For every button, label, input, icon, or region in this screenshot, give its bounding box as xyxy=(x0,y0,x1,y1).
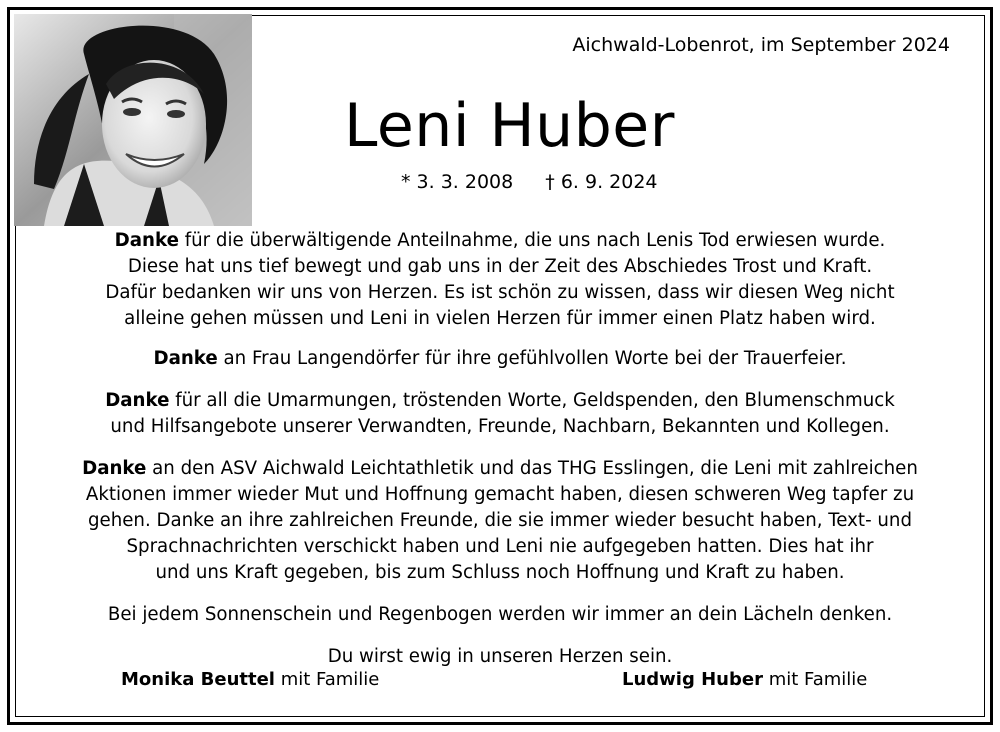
obituary-text xyxy=(40,228,960,670)
thanks-paragraph xyxy=(40,388,960,440)
signature-right xyxy=(622,669,867,690)
thanks-paragraph xyxy=(40,346,960,372)
portrait-photo-icon xyxy=(14,14,252,226)
closing-line: Du wirst ewig in unseren Herzen sein. xyxy=(327,646,673,667)
signature-name: Monika Beuttel xyxy=(121,669,275,690)
signature-name: Ludwig Huber xyxy=(622,669,763,690)
birth-date: * 3. 3. 2008 xyxy=(401,171,514,193)
death-date: † 6. 9. 2024 xyxy=(545,171,658,193)
thanks-lead: Danke xyxy=(153,348,218,369)
text-line: und uns Kraft gegeben, bis zum Schluss noch Hoffnung und Kraft zu haben. xyxy=(155,562,845,583)
text-line: Diese hat uns tief bewegt und gab uns in der Zeit des Abschiedes Trost und Kraft. xyxy=(127,256,873,277)
text-line: gehen. Danke an ihre zahlreichen Freunde, die sie immer wieder besucht haben, Text- und xyxy=(87,510,913,531)
thanks-lead: Danke xyxy=(114,230,179,251)
thanks-paragraph xyxy=(40,456,960,586)
text-line: alleine gehen müssen und Leni in vielen Herzen für immer einen Platz haben wird. xyxy=(124,308,876,329)
thanks-paragraph xyxy=(40,228,960,332)
deceased-name: Leni Huber xyxy=(344,91,675,161)
thanks-lead: Danke xyxy=(105,390,170,411)
text-line: für die überwältigende Anteilnahme, die uns nach Lenis Tod erwiesen wurde. xyxy=(178,230,886,251)
portrait-photo xyxy=(14,14,252,226)
life-dates xyxy=(401,171,658,193)
thanks-lead: Danke xyxy=(82,458,147,479)
text-line: Sprachnachrichten verschickt haben und Leni nie aufgegeben hatten. Dies hat ihr xyxy=(126,536,874,557)
signature-suffix: mit Familie xyxy=(762,669,868,690)
text-line: für all die Umarmungen, tröstenden Worte, Geldspenden, den Blumenschmuck xyxy=(169,390,895,411)
signature-suffix: mit Familie xyxy=(274,669,380,690)
text-line: und Hilfsangebote unserer Verwandten, Freunde, Nachbarn, Bekannten und Kollegen. xyxy=(110,416,890,437)
closing-line: Bei jedem Sonnenschein und Regenbogen werden wir immer an dein Lächeln denken. xyxy=(107,604,893,625)
signature-left xyxy=(121,669,379,690)
place-date: Aichwald-Lobenrot, im September 2024 xyxy=(572,34,950,56)
text-line: an Frau Langendörfer für ihre gefühlvollen Worte bei der Trauerfeier. xyxy=(217,348,847,369)
text-line: Dafür bedanken wir uns von Herzen. Es ist schön zu wissen, dass wir diesen Weg nicht xyxy=(105,282,895,303)
text-line: Aktionen immer wieder Mut und Hoffnung gemacht haben, diesen schweren Weg tapfer zu xyxy=(85,484,915,505)
text-line: an den ASV Aichwald Leichtathletik und das THG Esslingen, die Leni mit zahlreichen xyxy=(146,458,918,479)
